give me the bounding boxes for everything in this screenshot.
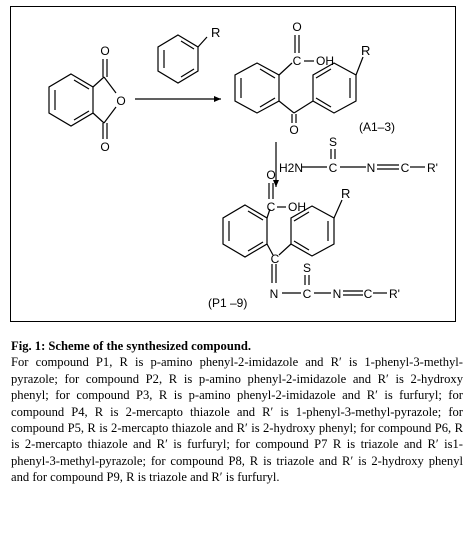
anhydride-inner-bond [74, 80, 89, 89]
anhydride-ring-bond [104, 107, 116, 123]
product-chain-nitrogen: N [332, 287, 342, 301]
anhydride-ring-bond [93, 113, 104, 123]
intermediate-inner-bond [316, 98, 331, 107]
reagent-inner-bond [181, 69, 194, 77]
anhydride-ring-oxygen: O [116, 94, 126, 108]
figure-caption [11, 338, 463, 486]
reaction-scheme [11, 7, 457, 323]
product-substituent-r: R [341, 186, 351, 201]
product-label: (P1 –9) [208, 296, 248, 310]
intermediate-substituent-r: R [361, 43, 371, 58]
substituted-benzene [158, 35, 207, 83]
product-inner-bond [248, 242, 263, 251]
reagent-substituent-r: R [211, 25, 221, 40]
anhydride-inner-bond [74, 111, 89, 120]
product-acid-carbon: C [266, 200, 276, 214]
reagent-substituent-bond [198, 37, 207, 47]
intermediate-acid-carbon: C [292, 54, 302, 68]
product-acid-oxygen: O [266, 168, 276, 182]
product-r-bond [334, 200, 342, 218]
scheme-frame [10, 6, 456, 322]
product-chain-carbon: C [302, 287, 312, 301]
intermediate-inner-bond [260, 69, 275, 78]
thiourea-sulfur: S [328, 135, 338, 149]
thiourea-amine: H2N [279, 161, 304, 175]
intermediate-acid-bond [279, 63, 292, 75]
product-oh: OH [288, 200, 306, 214]
reagent-inner-bond [181, 41, 194, 49]
intermediate-inner-bond [260, 98, 275, 107]
intermediate-oh: OH [316, 54, 334, 68]
caption-title: Fig. 1: Scheme of the synthesized compound. [11, 339, 251, 353]
caption-body: For compound P1, R is p-amino phenyl-2-imidazole and R′ is 1-phenyl-3-methyl-pyrazole; for compound P2, R is p-amino phenyl-2-imidazole and R′ is 2-hydroxy phenyl; for compound P3, R is p-amino phenyl-2-imidazole and R′ is furfuryl; for compound P4, R is 2-mercapto thiazole and R′ is 1-phenyl-3-methyl-pyrazole; for compound P5, R is 2-mercapto thiazole and R′ is 2-hydroxy phenyl; for compound P6, R is 2-mercapto thiazole and R′ is furfuryl; for compound P7 R is triazole and R′ is1-phenyl-3-methyl-pyrazole; for compound P8, R is triazole and R′ is 2-hydroxy phenyl and for compound P9, R is triazole and R′ is furfuryl. [11, 355, 463, 485]
intermediate-inner-bond [316, 69, 331, 78]
anhydride-bottom-oxygen: O [100, 140, 110, 154]
product-inner-bond [294, 241, 309, 250]
intermediate-label: (A1–3) [359, 120, 396, 134]
intermediate-a [235, 35, 363, 123]
product-bridge-bond [279, 244, 291, 255]
intermediate-ring-left [235, 63, 279, 113]
anhydride-top-oxygen: O [100, 44, 110, 58]
phthalic-anhydride [49, 59, 116, 139]
product-imine-nitrogen: N [269, 287, 279, 301]
product-substituent-r-prime: R' [389, 287, 400, 301]
product-ring-left [223, 205, 267, 257]
product-chain-imine-carbon: C [363, 287, 373, 301]
product-thione-sulfur: S [302, 261, 312, 275]
thiourea-carbon: C [328, 161, 338, 175]
anhydride-ring-bond [104, 77, 116, 93]
intermediate-ketone-oxygen: O [289, 123, 299, 137]
intermediate-ketone-bond [294, 101, 313, 113]
intermediate-r-bond [356, 57, 363, 75]
thiourea-imine-carbon: C [400, 161, 410, 175]
thiourea-nitrogen: N [366, 161, 376, 175]
thiourea-substituent-r-prime: R' [427, 161, 438, 175]
intermediate-acid-oxygen: O [292, 20, 302, 34]
product-bridge-carbon: C [270, 252, 280, 266]
intermediate-ketone-bond [279, 101, 294, 113]
anhydride-ring-bond [93, 77, 104, 87]
product-inner-bond [248, 211, 263, 220]
